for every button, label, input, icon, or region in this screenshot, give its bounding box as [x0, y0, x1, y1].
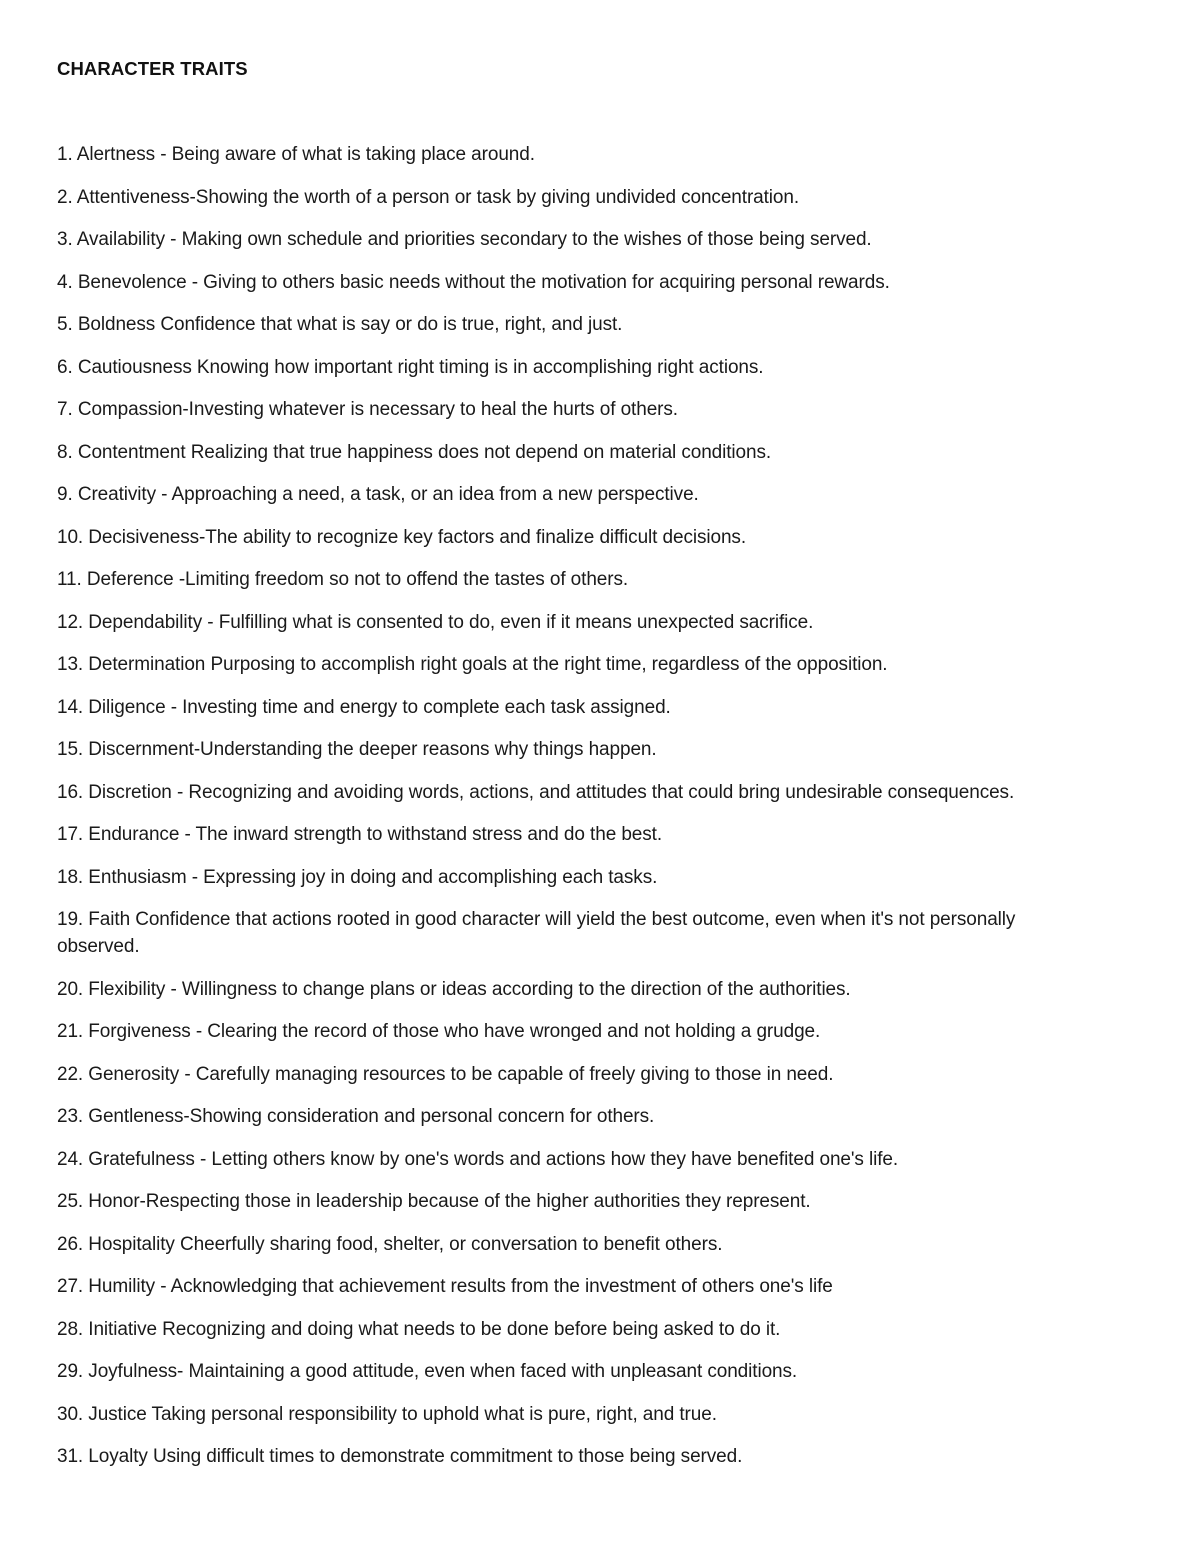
trait-item: 22. Generosity - Carefully managing resources to be capable of freely giving to those in need.: [57, 1063, 834, 1085]
trait-item: 10. Decisiveness-The ability to recognize key factors and finalize difficult decisions.: [57, 526, 747, 548]
trait-item: 7. Compassion-Investing whatever is necessary to heal the hurts of others.: [57, 399, 678, 420]
trait-item: 24. Gratefulness - Letting others know by one's words and actions how they have benefited one's life.: [57, 1148, 899, 1170]
trait-list: [57, 141, 1077, 1486]
trait-item: 16. Discretion - Recognizing and avoiding words, actions, and attitudes that could bring undesirable consequences.: [57, 781, 1015, 803]
document-page: [57, 57, 1077, 1467]
trait-item: 26. Hospitality Cheerfully sharing food, shelter, or conversation to benefit others.: [57, 1233, 723, 1255]
trait-item: 23. Gentleness-Showing consideration and personal concern for others.: [57, 1106, 655, 1127]
trait-item: 15. Discernment-Understanding the deeper reasons why things happen.: [57, 739, 657, 760]
trait-item: 29. Joyfulness- Maintaining a good attitude, even when faced with unpleasant conditions.: [57, 1361, 798, 1382]
document-title: CHARACTER TRAITS: [57, 58, 248, 79]
trait-item: 28. Initiative Recognizing and doing what needs to be done before being asked to do it.: [57, 1318, 781, 1340]
trait-item: 12. Dependability - Fulfilling what is consented to do, even if it means unexpected sacrifice.: [57, 611, 814, 633]
trait-item: 4. Benevolence - Giving to others basic needs without the motivation for acquiring personal rewards.: [57, 271, 890, 293]
trait-item: 9. Creativity - Approaching a need, a task, or an idea from a new perspective.: [57, 484, 699, 505]
trait-item: 3. Availability - Making own schedule and priorities secondary to the wishes of those being served.: [57, 229, 872, 250]
trait-item: 8. Contentment Realizing that true happiness does not depend on material conditions.: [57, 441, 772, 463]
trait-item: 27. Humility - Acknowledging that achievement results from the investment of others one's life: [57, 1276, 833, 1297]
trait-item: 13. Determination Purposing to accomplish right goals at the right time, regardless of the opposition.: [57, 654, 888, 675]
trait-item: 19. Faith Confidence that actions rooted in good character will yield the best outcome, even when it's not personally observed.: [57, 909, 1016, 957]
trait-item: 5. Boldness Confidence that what is say or do is true, right, and just.: [57, 314, 623, 335]
trait-item: 14. Diligence - Investing time and energy to complete each task assigned.: [57, 696, 671, 718]
trait-item: 30. Justice Taking personal responsibility to uphold what is pure, right, and true.: [57, 1403, 717, 1425]
trait-item: 17. Endurance - The inward strength to withstand stress and do the best.: [57, 824, 663, 845]
trait-item: 11. Deference -Limiting freedom so not to offend the tastes of others.: [57, 569, 629, 590]
trait-item: 2. Attentiveness-Showing the worth of a person or task by giving undivided concentration.: [57, 186, 800, 208]
trait-item: 1. Alertness - Being aware of what is taking place around.: [57, 144, 535, 165]
trait-item: 6. Cautiousness Knowing how important right timing is in accomplishing right actions.: [57, 356, 764, 378]
trait-item: 20. Flexibility - Willingness to change plans or ideas according to the direction of the authorities.: [57, 978, 851, 1000]
trait-item: 31. Loyalty Using difficult times to demonstrate commitment to those being served.: [57, 1446, 743, 1467]
trait-item: 25. Honor-Respecting those in leadership because of the higher authorities they represent.: [57, 1191, 811, 1212]
trait-item: 21. Forgiveness - Clearing the record of those who have wronged and not holding a grudge.: [57, 1021, 821, 1042]
trait-item: 18. Enthusiasm - Expressing joy in doing and accomplishing each tasks.: [57, 866, 658, 888]
